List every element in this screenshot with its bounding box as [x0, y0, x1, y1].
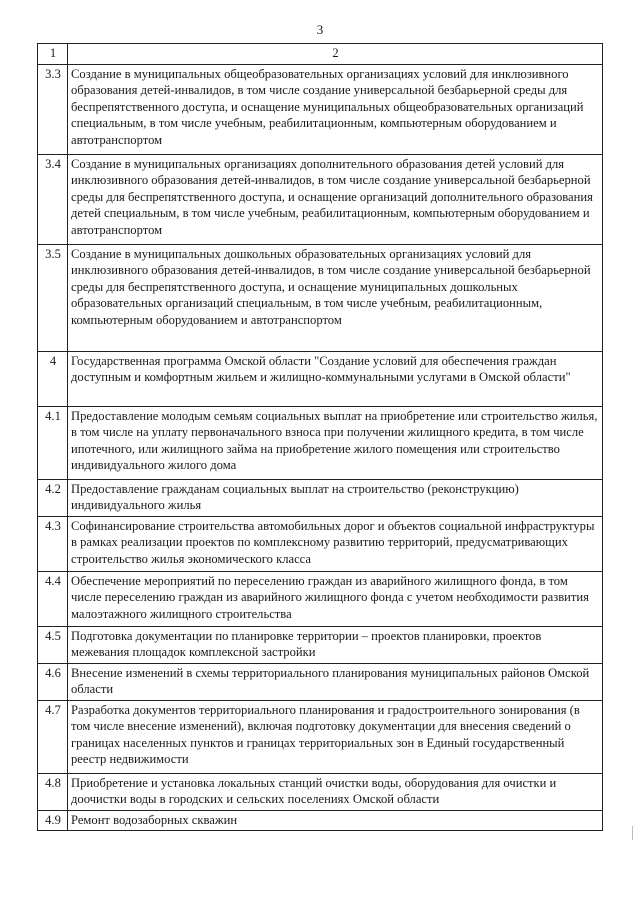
row-number: 3.4: [38, 154, 68, 244]
table-row: [38, 773, 603, 810]
page-number: 3: [316, 22, 324, 37]
row-number: 4.4: [38, 571, 68, 626]
table-row: [38, 626, 603, 663]
table-row: [38, 406, 603, 479]
row-text: Государственная программа Омской области "Создание условий для обеспечения граждан доступным и комфортным жильем и жилищно-коммунальными услугами в Омской области": [68, 351, 603, 406]
table-row: [38, 700, 603, 773]
row-number: 4.2: [38, 479, 68, 516]
row-text: Создание в муниципальных организациях дополнительного образования детей условий для инклюзивного образования детей-инвалидов, в том числе создание универсальной безбарьерной среды для беспрепятственного доступа, и оснащение организаций дополнительного образования детей специальным, в том числе учебным, реабилитационным, компьютерным оборудованием и автотранспортом: [68, 154, 603, 244]
row-text: Создание в муниципальных дошкольных образовательных организациях условий для инклюзивного образования детей-инвалидов, в том числе создание универсальной безбарьерной среды для беспрепятственного доступа, и оснащение муниципальных дошкольных образовательных организаций специальным, в том числе учебным, реабилитационным, компьютерным оборудованием и автотранспортом: [68, 244, 603, 351]
row-text: Обеспечение мероприятий по переселению граждан из аварийного жилищного фонда, в том числе переселению граждан из аварийного жилищного фонда с учетом необходимости развития малоэтажного жилищного строительства: [68, 571, 603, 626]
row-text: Приобретение и установка локальных станций очистки воды, оборудования для очистки и доочистки воды в городских и сельских поселениях Омской области: [68, 773, 603, 810]
row-number: 4.7: [38, 700, 68, 773]
row-number: 4.6: [38, 663, 68, 700]
table-row: [38, 516, 603, 571]
row-number: 4: [38, 351, 68, 406]
row-text: Ремонт водозаборных скважин: [68, 810, 603, 831]
table-row: [38, 351, 603, 406]
row-text: Предоставление гражданам социальных выплат на строительство (реконструкцию) индивидуального жилья: [68, 479, 603, 516]
scan-artifact: [632, 826, 633, 840]
row-number: 3.3: [38, 64, 68, 154]
table-row: [38, 810, 603, 831]
table-row: [38, 663, 603, 700]
row-number: 4.3: [38, 516, 68, 571]
row-text: Подготовка документации по планировке территории – проектов планировки, проектов межевания площадок комплексной застройки: [68, 626, 603, 663]
row-text: Предоставление молодым семьям социальных выплат на приобретение или строительство жилья, в том числе на уплату первоначального взноса при получении жилищного кредита, в том числе ипотечного, или жилищного займа на приобретение жилого помещения или строительство индивидуального жилого дома: [68, 406, 603, 479]
table-header-row: [38, 44, 603, 65]
row-number: 4.5: [38, 626, 68, 663]
row-number: 4.8: [38, 773, 68, 810]
row-number: 3.5: [38, 244, 68, 351]
header-col-text: 2: [68, 44, 603, 65]
row-number: 4.9: [38, 810, 68, 831]
table-row: [38, 154, 603, 244]
header-col-number: 1: [38, 44, 68, 65]
row-text: Софинансирование строительства автомобильных дорог и объектов социальной инфраструктуры в рамках реализации проектов по комплексному развитию территорий, предусматривающих строительство жилья экономического класса: [68, 516, 603, 571]
table-row: [38, 571, 603, 626]
row-text: Разработка документов территориального планирования и градостроительного зонирования (в том числе внесение изменений), включая подготовку документации для внесения сведений о границах населенных пунктов и границах территориальных зон в Единый государственный реестр недвижимости: [68, 700, 603, 773]
row-number: 4.1: [38, 406, 68, 479]
table-row: [38, 479, 603, 516]
table-row: [38, 64, 603, 154]
row-text: Внесение изменений в схемы территориального планирования муниципальных районов Омской области: [68, 663, 603, 700]
table-row: [38, 244, 603, 351]
row-text: Создание в муниципальных общеобразовательных организациях условий для инклюзивного образования детей-инвалидов, в том числе создание универсальной безбарьерной среды для беспрепятственного доступа, и оснащение муниципальных общеобразовательных организаций специальным, в том числе учебным, реабилитационным, компьютерным оборудованием и автотранспортом: [68, 64, 603, 154]
measures-table: [37, 43, 603, 831]
